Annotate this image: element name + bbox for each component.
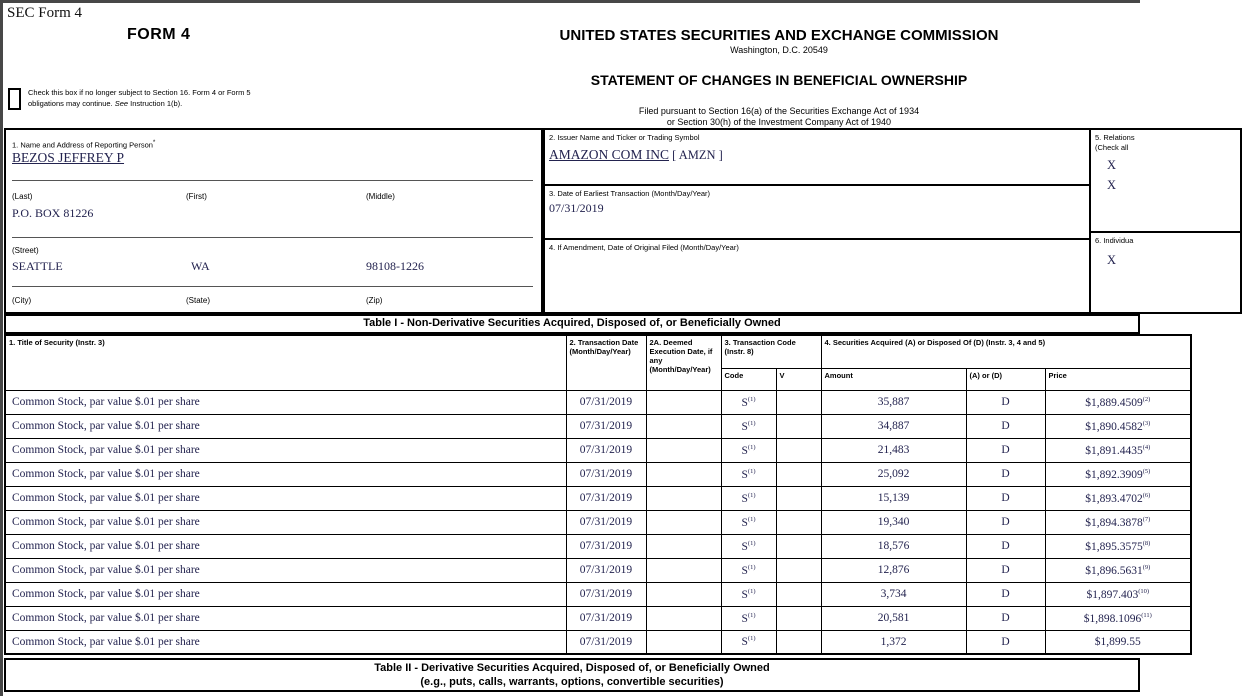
deemed-date-cell bbox=[646, 558, 721, 582]
table1-section bbox=[4, 314, 1192, 655]
transaction-date-cell: 07/31/2019 bbox=[566, 438, 646, 462]
subcol-v: V bbox=[776, 368, 821, 390]
agency-name: UNITED STATES SECURITIES AND EXCHANGE COMMISSION bbox=[559, 27, 999, 44]
reporting-person-label-asterisk: * bbox=[152, 139, 156, 146]
subcol-a-or-d: (A) or (D) bbox=[966, 368, 1045, 390]
issuer-label: 2. Issuer Name and Ticker or Trading Symbol bbox=[549, 133, 700, 142]
price-footnote: (4) bbox=[1142, 443, 1151, 451]
transaction-code-value: S bbox=[741, 636, 748, 649]
street-label: (Street) bbox=[12, 246, 39, 255]
amount-cell: 1,372 bbox=[821, 630, 966, 654]
relationship-label-line2: (Check all bbox=[1095, 142, 1129, 152]
issuer-name-cell bbox=[545, 130, 1091, 186]
amount-cell: 25,092 bbox=[821, 462, 966, 486]
deemed-date-cell bbox=[646, 414, 721, 438]
table-row bbox=[5, 630, 1191, 654]
price-cell bbox=[1045, 438, 1191, 462]
v-cell bbox=[776, 630, 821, 654]
earliest-transaction-date: 07/31/2019 bbox=[549, 200, 604, 215]
transaction-code-cell bbox=[721, 462, 776, 486]
transaction-code-value: S bbox=[741, 588, 748, 601]
col-title-of-security: 1. Title of Security (Instr. 3) bbox=[5, 335, 566, 390]
price-cell bbox=[1045, 630, 1191, 654]
v-cell bbox=[776, 606, 821, 630]
amount-cell: 21,483 bbox=[821, 438, 966, 462]
col-securities-acquired-disposed: 4. Securities Acquired (A) or Disposed Of (D) (Instr. 3, 4 and 5) bbox=[821, 335, 1191, 368]
security-title-cell: Common Stock, par value $.01 per share bbox=[5, 582, 566, 606]
state-value: WA bbox=[191, 259, 210, 273]
deemed-date-cell bbox=[646, 390, 721, 414]
table1 bbox=[4, 334, 1192, 655]
price-cell bbox=[1045, 390, 1191, 414]
amount-cell: 35,887 bbox=[821, 390, 966, 414]
divider-line bbox=[12, 286, 533, 287]
price-value: $1,898.1096 bbox=[1083, 612, 1142, 625]
reporting-person-name-link[interactable]: BEZOS JEFFREY P bbox=[12, 150, 125, 165]
transaction-code-value: S bbox=[741, 492, 748, 505]
pursuant-line-2: or Section 30(h) of the Investment Company Act of 1940 bbox=[666, 117, 892, 127]
table2-title-line2: (e.g., puts, calls, warrants, options, convertible securities) bbox=[420, 676, 724, 688]
v-cell bbox=[776, 510, 821, 534]
transaction-code-value: S bbox=[741, 420, 748, 433]
amount-cell: 12,876 bbox=[821, 558, 966, 582]
transaction-code-cell bbox=[721, 486, 776, 510]
transaction-code-cell bbox=[721, 438, 776, 462]
relationship-label-line1: 5. Relations bbox=[1095, 133, 1135, 142]
price-value: $1,891.4435 bbox=[1085, 444, 1143, 457]
checkbox-label-see: See bbox=[114, 98, 129, 108]
security-title-cell: Common Stock, par value $.01 per share bbox=[5, 390, 566, 414]
relationship-check-director: X bbox=[1107, 158, 1117, 172]
table-row bbox=[5, 414, 1191, 438]
filer-info-section bbox=[4, 128, 1140, 314]
v-cell bbox=[776, 534, 821, 558]
transaction-code-cell bbox=[721, 558, 776, 582]
transaction-date-cell: 07/31/2019 bbox=[566, 414, 646, 438]
individual-joint-label: 6. Individua bbox=[1095, 236, 1134, 245]
price-value: $1,899.55 bbox=[1094, 636, 1141, 649]
state-label: (State) bbox=[186, 296, 211, 305]
transaction-code-footnote: (1) bbox=[747, 419, 756, 427]
amount-cell: 34,887 bbox=[821, 414, 966, 438]
table-row bbox=[5, 438, 1191, 462]
deemed-date-cell bbox=[646, 462, 721, 486]
zip-label: (Zip) bbox=[366, 296, 383, 305]
table-row bbox=[5, 390, 1191, 414]
amount-cell: 19,340 bbox=[821, 510, 966, 534]
price-footnote: (2) bbox=[1142, 395, 1151, 403]
form-title: FORM 4 bbox=[127, 26, 191, 43]
v-cell bbox=[776, 414, 821, 438]
transaction-date-cell: 07/31/2019 bbox=[566, 582, 646, 606]
issuer-ticker: [ AMZN ] bbox=[672, 147, 723, 162]
transaction-code-value: S bbox=[741, 396, 748, 409]
relationship-check-ten-percent: X bbox=[1107, 178, 1117, 192]
v-cell bbox=[776, 462, 821, 486]
transaction-date-cell: 07/31/2019 bbox=[566, 510, 646, 534]
table2-title-line1: Table II - Derivative Securities Acquired, Disposed of, or Beneficially Owned bbox=[374, 662, 770, 674]
security-title-cell: Common Stock, par value $.01 per share bbox=[5, 438, 566, 462]
acquired-disposed-cell: D bbox=[966, 534, 1045, 558]
individual-joint-cell bbox=[1091, 233, 1240, 312]
transaction-code-cell bbox=[721, 534, 776, 558]
transaction-code-footnote: (1) bbox=[747, 563, 756, 571]
reporting-person-label: 1. Name and Address of Reporting Person* bbox=[12, 139, 156, 150]
price-footnote: (11) bbox=[1141, 611, 1152, 619]
security-title-cell: Common Stock, par value $.01 per share bbox=[5, 606, 566, 630]
transaction-code-value: S bbox=[741, 564, 748, 577]
price-footnote: (9) bbox=[1142, 563, 1151, 571]
table1-title: Table I - Non-Derivative Securities Acquired, Disposed of, or Beneficially Owned bbox=[4, 314, 1140, 334]
price-cell bbox=[1045, 510, 1191, 534]
deemed-date-cell bbox=[646, 486, 721, 510]
statement-title: STATEMENT OF CHANGES IN BENEFICIAL OWNERSHIP bbox=[590, 72, 968, 88]
transaction-date-cell: 07/31/2019 bbox=[566, 558, 646, 582]
price-value: $1,894.3878 bbox=[1085, 516, 1143, 529]
transaction-date-cell: 07/31/2019 bbox=[566, 462, 646, 486]
pursuant-text bbox=[420, 106, 1138, 128]
table2-title-band bbox=[4, 658, 1140, 692]
v-cell bbox=[776, 582, 821, 606]
deemed-date-cell bbox=[646, 606, 721, 630]
amendment-cell bbox=[545, 240, 1091, 312]
col-transaction-code: 3. Transaction Code (Instr. 8) bbox=[721, 335, 821, 368]
transaction-code-footnote: (1) bbox=[747, 443, 756, 451]
amendment-label: 4. If Amendment, Date of Original Filed (Month/Day/Year) bbox=[549, 243, 739, 252]
price-value: $1,895.3575 bbox=[1085, 540, 1143, 553]
transaction-code-value: S bbox=[741, 468, 748, 481]
security-title-cell: Common Stock, par value $.01 per share bbox=[5, 414, 566, 438]
acquired-disposed-cell: D bbox=[966, 630, 1045, 654]
transaction-date-cell: 07/31/2019 bbox=[566, 606, 646, 630]
acquired-disposed-cell: D bbox=[966, 486, 1045, 510]
security-title-cell: Common Stock, par value $.01 per share bbox=[5, 462, 566, 486]
deemed-date-cell bbox=[646, 534, 721, 558]
price-footnote: (6) bbox=[1142, 491, 1151, 499]
agency-location: Washington, D.C. 20549 bbox=[730, 45, 828, 55]
v-cell bbox=[776, 390, 821, 414]
issuer-name-link[interactable]: AMAZON COM INC bbox=[549, 146, 670, 162]
transaction-date-cell: 07/31/2019 bbox=[566, 534, 646, 558]
relationship-box bbox=[1089, 128, 1242, 314]
deemed-date-cell bbox=[646, 510, 721, 534]
amount-cell: 3,734 bbox=[821, 582, 966, 606]
issuer-box bbox=[543, 128, 1093, 314]
transaction-date-cell: 07/31/2019 bbox=[566, 630, 646, 654]
col-transaction-date: 2. Transaction Date (Month/Day/Year) bbox=[566, 335, 646, 390]
col-deemed-execution-date: 2A. Deemed Execution Date, if any (Month/Day/Year) bbox=[646, 335, 721, 390]
transaction-code-value: S bbox=[741, 444, 748, 457]
price-value: $1,892.3909 bbox=[1085, 468, 1143, 481]
acquired-disposed-cell: D bbox=[966, 414, 1045, 438]
table-row bbox=[5, 606, 1191, 630]
table-row bbox=[5, 558, 1191, 582]
page-edge-top bbox=[0, 0, 1140, 3]
v-cell bbox=[776, 558, 821, 582]
transaction-code-value: S bbox=[741, 516, 748, 529]
table-row bbox=[5, 534, 1191, 558]
relationship-cell bbox=[1091, 130, 1240, 233]
security-title-cell: Common Stock, par value $.01 per share bbox=[5, 534, 566, 558]
price-cell bbox=[1045, 606, 1191, 630]
individual-filing-check: X bbox=[1107, 253, 1117, 267]
subcol-price: Price bbox=[1045, 368, 1191, 390]
transaction-code-value: S bbox=[741, 612, 748, 625]
price-value: $1,890.4582 bbox=[1085, 420, 1143, 433]
price-cell bbox=[1045, 462, 1191, 486]
section16-checkbox[interactable] bbox=[8, 88, 21, 110]
last-name-label: (Last) bbox=[12, 192, 33, 201]
commission-header bbox=[420, 27, 1138, 128]
security-title-cell: Common Stock, par value $.01 per share bbox=[5, 510, 566, 534]
checkbox-label-line2a: obligations may continue. bbox=[28, 98, 115, 108]
transaction-code-cell bbox=[721, 630, 776, 654]
acquired-disposed-cell: D bbox=[966, 438, 1045, 462]
middle-name-label: (Middle) bbox=[366, 192, 395, 201]
earliest-transaction-cell bbox=[545, 186, 1091, 240]
amount-cell: 15,139 bbox=[821, 486, 966, 510]
transaction-date-cell: 07/31/2019 bbox=[566, 390, 646, 414]
subcol-code: Code bbox=[721, 368, 776, 390]
price-value: $1,893.4702 bbox=[1085, 492, 1143, 505]
price-footnote: (5) bbox=[1142, 467, 1151, 475]
acquired-disposed-cell: D bbox=[966, 510, 1045, 534]
city-label: (City) bbox=[12, 296, 32, 305]
transaction-code-footnote: (1) bbox=[747, 611, 756, 619]
deemed-date-cell bbox=[646, 582, 721, 606]
price-footnote: (3) bbox=[1142, 419, 1151, 427]
transaction-date-cell: 07/31/2019 bbox=[566, 486, 646, 510]
price-value: $1,897.403 bbox=[1086, 588, 1139, 601]
acquired-disposed-cell: D bbox=[966, 390, 1045, 414]
transaction-code-cell bbox=[721, 510, 776, 534]
v-cell bbox=[776, 486, 821, 510]
city-value: SEATTLE bbox=[12, 259, 63, 273]
divider-line bbox=[12, 237, 533, 238]
security-title-cell: Common Stock, par value $.01 per share bbox=[5, 558, 566, 582]
section16-checkbox-label bbox=[28, 88, 280, 109]
transaction-code-footnote: (1) bbox=[747, 539, 756, 547]
security-title-cell: Common Stock, par value $.01 per share bbox=[5, 630, 566, 654]
security-title-cell: Common Stock, par value $.01 per share bbox=[5, 486, 566, 510]
street-value: P.O. BOX 81226 bbox=[12, 206, 94, 220]
v-cell bbox=[776, 438, 821, 462]
reporting-person-box bbox=[4, 128, 543, 314]
price-cell bbox=[1045, 558, 1191, 582]
amount-cell: 20,581 bbox=[821, 606, 966, 630]
checkbox-label-line1: Check this box if no longer subject to Section 16. Form 4 or Form 5 bbox=[28, 88, 251, 97]
price-cell bbox=[1045, 582, 1191, 606]
price-cell bbox=[1045, 414, 1191, 438]
table-row bbox=[5, 462, 1191, 486]
amount-cell: 18,576 bbox=[821, 534, 966, 558]
price-cell bbox=[1045, 534, 1191, 558]
transaction-code-cell bbox=[721, 414, 776, 438]
divider-line bbox=[12, 180, 533, 181]
zip-value: 98108-1226 bbox=[366, 259, 424, 273]
acquired-disposed-cell: D bbox=[966, 582, 1045, 606]
checkbox-label-line2c: Instruction 1(b). bbox=[128, 98, 183, 108]
acquired-disposed-cell: D bbox=[966, 606, 1045, 630]
price-value: $1,889.4509 bbox=[1085, 396, 1143, 409]
table-row bbox=[5, 486, 1191, 510]
page-edge-left bbox=[0, 0, 3, 696]
transaction-code-cell bbox=[721, 390, 776, 414]
price-footnote: (10) bbox=[1138, 587, 1150, 595]
first-name-label: (First) bbox=[186, 192, 207, 201]
transaction-code-cell bbox=[721, 606, 776, 630]
sec-form-label: SEC Form 4 bbox=[7, 5, 83, 21]
price-value: $1,896.5631 bbox=[1085, 564, 1143, 577]
earliest-transaction-label: 3. Date of Earliest Transaction (Month/Day/Year) bbox=[549, 189, 711, 198]
pursuant-line-1: Filed pursuant to Section 16(a) of the Securities Exchange Act of 1934 bbox=[638, 106, 920, 116]
transaction-code-value: S bbox=[741, 540, 748, 553]
transaction-code-footnote: (1) bbox=[747, 635, 756, 643]
table1-header-row-main bbox=[5, 335, 1191, 368]
transaction-code-footnote: (1) bbox=[747, 515, 756, 523]
transaction-code-cell bbox=[721, 582, 776, 606]
deemed-date-cell bbox=[646, 630, 721, 654]
price-footnote: (7) bbox=[1142, 515, 1151, 523]
subcol-amount: Amount bbox=[821, 368, 966, 390]
transaction-code-footnote: (1) bbox=[747, 467, 756, 475]
price-cell bbox=[1045, 486, 1191, 510]
price-footnote: (8) bbox=[1142, 539, 1151, 547]
table1-body bbox=[5, 390, 1191, 654]
transaction-code-footnote: (1) bbox=[747, 587, 756, 595]
transaction-code-footnote: (1) bbox=[747, 491, 756, 499]
table-row bbox=[5, 582, 1191, 606]
deemed-date-cell bbox=[646, 438, 721, 462]
acquired-disposed-cell: D bbox=[966, 558, 1045, 582]
acquired-disposed-cell: D bbox=[966, 462, 1045, 486]
transaction-code-footnote: (1) bbox=[747, 395, 756, 403]
section16-checkbox-area bbox=[8, 86, 308, 120]
table-row bbox=[5, 510, 1191, 534]
